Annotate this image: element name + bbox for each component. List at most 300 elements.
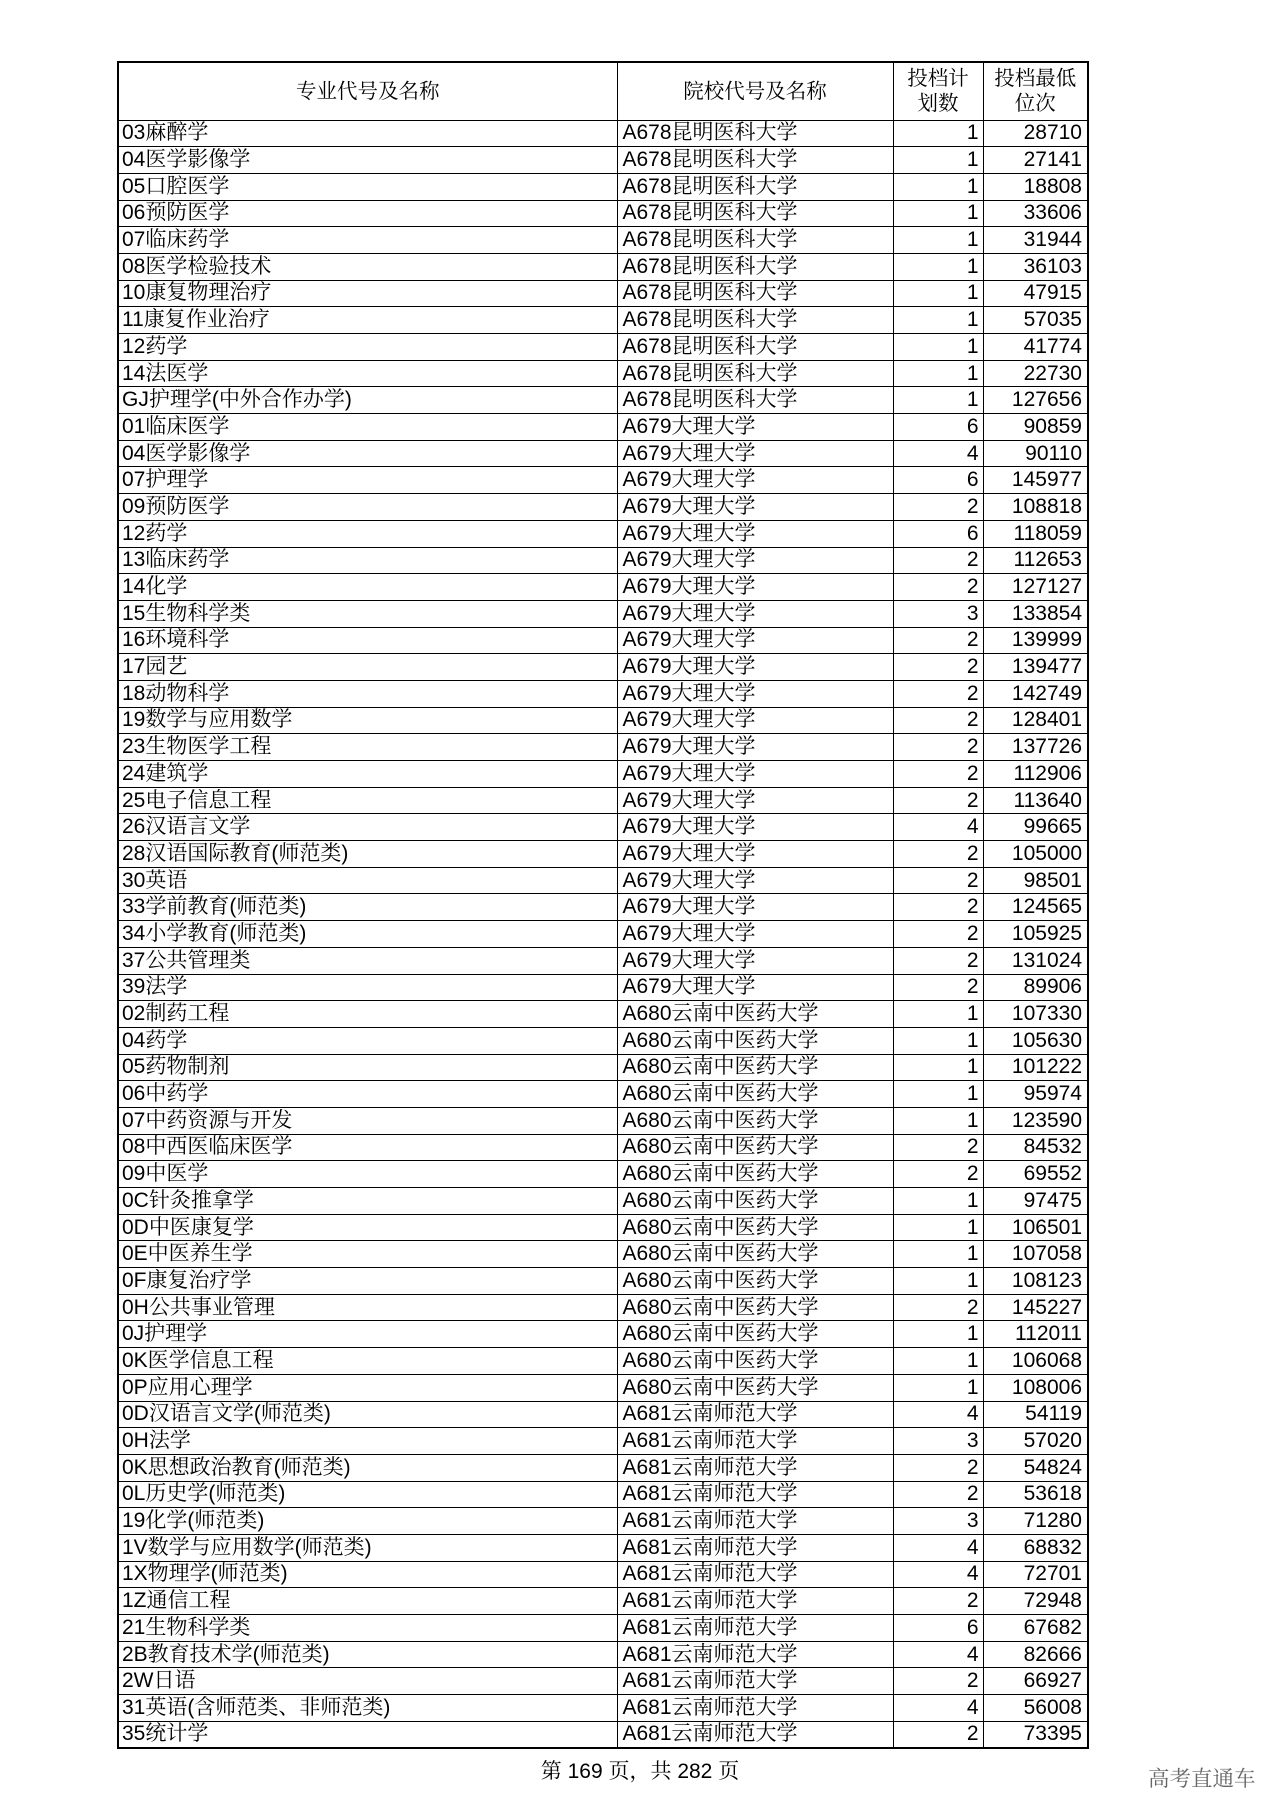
major-cell: 01临床医学 [118, 414, 617, 441]
plan-count-cell: 1 [893, 1374, 983, 1401]
table-row [118, 334, 1088, 361]
plan-count-cell: 1 [893, 1054, 983, 1081]
header-major-label: 专业代号及名称 [296, 79, 440, 103]
school-cell: A680云南中医药大学 [617, 1134, 893, 1161]
major-cell: 12药学 [118, 520, 617, 547]
table-row [118, 494, 1088, 521]
plan-count-cell: 2 [893, 680, 983, 707]
header-min-rank-line-1: 投档最低 [994, 67, 1077, 91]
school-cell: A678昆明医科大学 [617, 173, 893, 200]
table-row [118, 547, 1088, 574]
min-rank-cell: 84532 [983, 1134, 1088, 1161]
plan-count-cell: 1 [893, 1321, 983, 1348]
min-rank-cell: 123590 [983, 1107, 1088, 1134]
plan-count-cell: 1 [893, 1188, 983, 1215]
school-cell: A678昆明医科大学 [617, 227, 893, 254]
min-rank-cell: 107330 [983, 1001, 1088, 1028]
plan-count-cell: 1 [893, 173, 983, 200]
major-cell: 04医学影像学 [118, 147, 617, 174]
table-row [118, 734, 1088, 761]
major-cell: GJ护理学(中外合作办学) [118, 387, 617, 414]
school-cell: A681云南师范大学 [617, 1534, 893, 1561]
major-cell: 05药物制剂 [118, 1054, 617, 1081]
plan-count-cell: 2 [893, 627, 983, 654]
min-rank-cell: 145227 [983, 1294, 1088, 1321]
plan-count-cell: 1 [893, 1001, 983, 1028]
major-cell: 0L历史学(师范类) [118, 1481, 617, 1508]
school-cell: A678昆明医科大学 [617, 120, 893, 147]
table-row [118, 120, 1088, 147]
major-cell: 1X物理学(师范类) [118, 1561, 617, 1588]
school-cell: A678昆明医科大学 [617, 200, 893, 227]
major-cell: 18动物科学 [118, 680, 617, 707]
school-cell: A679大理大学 [617, 974, 893, 1001]
school-cell: A681云南师范大学 [617, 1668, 893, 1695]
major-cell: 26汉语言文学 [118, 814, 617, 841]
school-cell: A679大理大学 [617, 787, 893, 814]
major-cell: 07护理学 [118, 467, 617, 494]
min-rank-cell: 99665 [983, 814, 1088, 841]
school-cell: A680云南中医药大学 [617, 1107, 893, 1134]
school-cell: A679大理大学 [617, 494, 893, 521]
school-cell: A679大理大学 [617, 947, 893, 974]
major-cell: 35统计学 [118, 1721, 617, 1748]
min-rank-cell: 107058 [983, 1241, 1088, 1268]
table-row [118, 867, 1088, 894]
min-rank-cell: 137726 [983, 734, 1088, 761]
table-row [118, 1454, 1088, 1481]
table-row [118, 1695, 1088, 1722]
school-cell: A679大理大学 [617, 680, 893, 707]
min-rank-cell: 105630 [983, 1027, 1088, 1054]
min-rank-cell: 69552 [983, 1161, 1088, 1188]
school-cell: A681云南师范大学 [617, 1695, 893, 1722]
school-cell: A679大理大学 [617, 627, 893, 654]
table-row [118, 1161, 1088, 1188]
header-row [118, 62, 1088, 120]
school-cell: A681云南师范大学 [617, 1721, 893, 1748]
major-cell: 1Z通信工程 [118, 1588, 617, 1615]
table-row [118, 253, 1088, 280]
major-cell: 14法医学 [118, 360, 617, 387]
plan-count-cell: 1 [893, 200, 983, 227]
table-row [118, 1268, 1088, 1295]
table-row [118, 1214, 1088, 1241]
table-row [118, 787, 1088, 814]
table-row [118, 761, 1088, 788]
table-row [118, 1668, 1088, 1695]
major-cell: 09预防医学 [118, 494, 617, 521]
major-cell: 37公共管理类 [118, 947, 617, 974]
min-rank-cell: 33606 [983, 200, 1088, 227]
plan-count-cell: 4 [893, 440, 983, 467]
min-rank-cell: 108123 [983, 1268, 1088, 1295]
plan-count-cell: 1 [893, 334, 983, 361]
plan-count-cell: 1 [893, 307, 983, 334]
table-row [118, 814, 1088, 841]
table-row [118, 974, 1088, 1001]
school-cell: A679大理大学 [617, 814, 893, 841]
plan-count-cell: 2 [893, 841, 983, 868]
school-cell: A678昆明医科大学 [617, 307, 893, 334]
min-rank-cell: 106501 [983, 1214, 1088, 1241]
school-cell: A681云南师范大学 [617, 1641, 893, 1668]
min-rank-cell: 72948 [983, 1588, 1088, 1615]
table-row [118, 1374, 1088, 1401]
table-row [118, 414, 1088, 441]
plan-count-cell: 1 [893, 360, 983, 387]
min-rank-cell: 72701 [983, 1561, 1088, 1588]
min-rank-cell: 95974 [983, 1081, 1088, 1108]
major-cell: 0K思想政治教育(师范类) [118, 1454, 617, 1481]
plan-count-cell: 4 [893, 1534, 983, 1561]
table-row [118, 1134, 1088, 1161]
school-cell: A681云南师范大学 [617, 1561, 893, 1588]
table-row [118, 1027, 1088, 1054]
plan-count-cell: 6 [893, 1615, 983, 1642]
header-min-rank [983, 62, 1088, 120]
min-rank-cell: 71280 [983, 1508, 1088, 1535]
major-cell: 10康复物理治疗 [118, 280, 617, 307]
plan-count-cell: 2 [893, 867, 983, 894]
school-cell: A681云南师范大学 [617, 1454, 893, 1481]
min-rank-cell: 31944 [983, 227, 1088, 254]
min-rank-cell: 57020 [983, 1428, 1088, 1455]
major-cell: 0D汉语言文学(师范类) [118, 1401, 617, 1428]
table-row [118, 1481, 1088, 1508]
major-cell: 06中药学 [118, 1081, 617, 1108]
min-rank-cell: 53618 [983, 1481, 1088, 1508]
plan-count-cell: 1 [893, 253, 983, 280]
major-cell: 19数学与应用数学 [118, 707, 617, 734]
min-rank-cell: 68832 [983, 1534, 1088, 1561]
major-cell: 15生物科学类 [118, 600, 617, 627]
school-cell: A681云南师范大学 [617, 1508, 893, 1535]
header-major [118, 62, 617, 120]
min-rank-cell: 97475 [983, 1188, 1088, 1215]
school-cell: A680云南中医药大学 [617, 1001, 893, 1028]
major-cell: 09中医学 [118, 1161, 617, 1188]
table-row [118, 894, 1088, 921]
school-cell: A680云南中医药大学 [617, 1054, 893, 1081]
table-row [118, 387, 1088, 414]
plan-count-cell: 2 [893, 654, 983, 681]
plan-count-cell: 1 [893, 1027, 983, 1054]
school-cell: A680云南中医药大学 [617, 1027, 893, 1054]
plan-count-cell: 2 [893, 707, 983, 734]
min-rank-cell: 133854 [983, 600, 1088, 627]
min-rank-cell: 57035 [983, 307, 1088, 334]
school-cell: A679大理大学 [617, 600, 893, 627]
min-rank-cell: 112653 [983, 547, 1088, 574]
major-cell: 0P应用心理学 [118, 1374, 617, 1401]
major-cell: 07临床药学 [118, 227, 617, 254]
min-rank-cell: 54824 [983, 1454, 1088, 1481]
school-cell: A681云南师范大学 [617, 1615, 893, 1642]
table-row [118, 1401, 1088, 1428]
plan-count-cell: 1 [893, 227, 983, 254]
major-cell: 0J护理学 [118, 1321, 617, 1348]
school-cell: A679大理大学 [617, 654, 893, 681]
header-min-rank-line-2: 位次 [1014, 92, 1056, 116]
school-cell: A680云南中医药大学 [617, 1374, 893, 1401]
header-school-label: 院校代号及名称 [683, 79, 827, 103]
table-row [118, 1321, 1088, 1348]
table-row [118, 1588, 1088, 1615]
table-row [118, 1081, 1088, 1108]
plan-count-cell: 1 [893, 120, 983, 147]
header-plan-count [893, 62, 983, 120]
school-cell: A678昆明医科大学 [617, 280, 893, 307]
plan-count-cell: 2 [893, 1161, 983, 1188]
table-row [118, 1508, 1088, 1535]
table-row [118, 200, 1088, 227]
major-cell: 0H法学 [118, 1428, 617, 1455]
min-rank-cell: 56008 [983, 1695, 1088, 1722]
plan-count-cell: 2 [893, 734, 983, 761]
major-cell: 06预防医学 [118, 200, 617, 227]
major-cell: 05口腔医学 [118, 173, 617, 200]
plan-count-cell: 1 [893, 147, 983, 174]
major-cell: 24建筑学 [118, 761, 617, 788]
min-rank-cell: 47915 [983, 280, 1088, 307]
table-row [118, 1241, 1088, 1268]
table-row [118, 360, 1088, 387]
plan-count-cell: 2 [893, 1294, 983, 1321]
plan-count-cell: 3 [893, 1508, 983, 1535]
table-row [118, 707, 1088, 734]
major-cell: 19化学(师范类) [118, 1508, 617, 1535]
min-rank-cell: 113640 [983, 787, 1088, 814]
major-cell: 33学前教育(师范类) [118, 894, 617, 921]
school-cell: A678昆明医科大学 [617, 334, 893, 361]
plan-count-cell: 1 [893, 1268, 983, 1295]
plan-count-cell: 3 [893, 1428, 983, 1455]
table-row [118, 654, 1088, 681]
plan-count-cell: 4 [893, 814, 983, 841]
min-rank-cell: 105000 [983, 841, 1088, 868]
table-row [118, 1294, 1088, 1321]
table-row [118, 1188, 1088, 1215]
major-cell: 39法学 [118, 974, 617, 1001]
major-cell: 0H公共事业管理 [118, 1294, 617, 1321]
plan-count-cell: 2 [893, 494, 983, 521]
min-rank-cell: 66927 [983, 1668, 1088, 1695]
plan-count-cell: 2 [893, 1134, 983, 1161]
min-rank-cell: 142749 [983, 680, 1088, 707]
plan-count-cell: 1 [893, 1214, 983, 1241]
table-row [118, 1561, 1088, 1588]
major-cell: 17园艺 [118, 654, 617, 681]
school-cell: A681云南师范大学 [617, 1428, 893, 1455]
major-cell: 04药学 [118, 1027, 617, 1054]
major-cell: 03麻醉学 [118, 120, 617, 147]
min-rank-cell: 124565 [983, 894, 1088, 921]
school-cell: A678昆明医科大学 [617, 360, 893, 387]
table-row [118, 627, 1088, 654]
min-rank-cell: 139477 [983, 654, 1088, 681]
plan-count-cell: 3 [893, 600, 983, 627]
school-cell: A679大理大学 [617, 467, 893, 494]
school-cell: A679大理大学 [617, 520, 893, 547]
plan-count-cell: 2 [893, 1588, 983, 1615]
page-number: 第 169 页，共 282 页 [540, 1760, 740, 1783]
school-cell: A679大理大学 [617, 761, 893, 788]
table-row [118, 173, 1088, 200]
min-rank-cell: 108818 [983, 494, 1088, 521]
plan-count-cell: 2 [893, 921, 983, 948]
min-rank-cell: 139999 [983, 627, 1088, 654]
school-cell: A681云南师范大学 [617, 1401, 893, 1428]
min-rank-cell: 22730 [983, 360, 1088, 387]
min-rank-cell: 127656 [983, 387, 1088, 414]
major-cell: 16环境科学 [118, 627, 617, 654]
school-cell: A680云南中医药大学 [617, 1268, 893, 1295]
plan-count-cell: 2 [893, 1454, 983, 1481]
plan-count-cell: 6 [893, 467, 983, 494]
major-cell: 02制药工程 [118, 1001, 617, 1028]
min-rank-cell: 112906 [983, 761, 1088, 788]
school-cell: A679大理大学 [617, 867, 893, 894]
table-row [118, 147, 1088, 174]
table-row [118, 1348, 1088, 1375]
plan-count-cell: 4 [893, 1695, 983, 1722]
school-cell: A679大理大学 [617, 547, 893, 574]
min-rank-cell: 82666 [983, 1641, 1088, 1668]
major-cell: 08医学检验技术 [118, 253, 617, 280]
min-rank-cell: 41774 [983, 334, 1088, 361]
school-cell: A678昆明医科大学 [617, 147, 893, 174]
major-cell: 0C针灸推拿学 [118, 1188, 617, 1215]
min-rank-cell: 90859 [983, 414, 1088, 441]
table-row [118, 1534, 1088, 1561]
major-cell: 34小学教育(师范类) [118, 921, 617, 948]
school-cell: A681云南师范大学 [617, 1481, 893, 1508]
plan-count-cell: 1 [893, 1348, 983, 1375]
table-row [118, 1107, 1088, 1134]
min-rank-cell: 89906 [983, 974, 1088, 1001]
table-row [118, 1001, 1088, 1028]
table-row [118, 307, 1088, 334]
table-row [118, 921, 1088, 948]
major-cell: 30英语 [118, 867, 617, 894]
school-cell: A679大理大学 [617, 707, 893, 734]
school-cell: A680云南中医药大学 [617, 1294, 893, 1321]
min-rank-cell: 128401 [983, 707, 1088, 734]
school-cell: A679大理大学 [617, 414, 893, 441]
watermark: 高考直通车 [1148, 1767, 1256, 1791]
major-cell: 13临床药学 [118, 547, 617, 574]
table-row [118, 680, 1088, 707]
plan-count-cell: 2 [893, 1721, 983, 1748]
min-rank-cell: 106068 [983, 1348, 1088, 1375]
major-cell: 2B教育技术学(师范类) [118, 1641, 617, 1668]
min-rank-cell: 54119 [983, 1401, 1088, 1428]
min-rank-cell: 98501 [983, 867, 1088, 894]
min-rank-cell: 90110 [983, 440, 1088, 467]
table-row [118, 947, 1088, 974]
major-cell: 28汉语国际教育(师范类) [118, 841, 617, 868]
min-rank-cell: 127127 [983, 574, 1088, 601]
plan-count-cell: 1 [893, 280, 983, 307]
major-cell: 21生物科学类 [118, 1615, 617, 1642]
min-rank-cell: 36103 [983, 253, 1088, 280]
plan-count-cell: 2 [893, 787, 983, 814]
school-cell: A680云南中医药大学 [617, 1348, 893, 1375]
min-rank-cell: 118059 [983, 520, 1088, 547]
major-cell: 04医学影像学 [118, 440, 617, 467]
major-cell: 31英语(含师范类、非师范类) [118, 1695, 617, 1722]
min-rank-cell: 18808 [983, 173, 1088, 200]
table-row [118, 1641, 1088, 1668]
school-cell: A680云南中医药大学 [617, 1214, 893, 1241]
plan-count-cell: 2 [893, 547, 983, 574]
plan-count-cell: 4 [893, 1641, 983, 1668]
plan-count-cell: 2 [893, 761, 983, 788]
school-cell: A679大理大学 [617, 921, 893, 948]
school-cell: A678昆明医科大学 [617, 387, 893, 414]
major-cell: 0D中医康复学 [118, 1214, 617, 1241]
table-row [118, 520, 1088, 547]
table-row [118, 440, 1088, 467]
plan-count-cell: 2 [893, 894, 983, 921]
table-row [118, 227, 1088, 254]
school-cell: A678昆明医科大学 [617, 253, 893, 280]
school-cell: A680云南中医药大学 [617, 1081, 893, 1108]
table-row [118, 467, 1088, 494]
plan-count-cell: 4 [893, 1561, 983, 1588]
header-plan-count-line-1: 投档计 [907, 67, 969, 91]
major-cell: 11康复作业治疗 [118, 307, 617, 334]
min-rank-cell: 105925 [983, 921, 1088, 948]
header-school [617, 62, 893, 120]
table-row [118, 1615, 1088, 1642]
admission-table [117, 61, 1089, 1749]
min-rank-cell: 28710 [983, 120, 1088, 147]
school-cell: A679大理大学 [617, 894, 893, 921]
table-row [118, 574, 1088, 601]
major-cell: 1V数学与应用数学(师范类) [118, 1534, 617, 1561]
major-cell: 23生物医学工程 [118, 734, 617, 761]
school-cell: A679大理大学 [617, 734, 893, 761]
school-cell: A679大理大学 [617, 574, 893, 601]
major-cell: 14化学 [118, 574, 617, 601]
school-cell: A679大理大学 [617, 841, 893, 868]
plan-count-cell: 1 [893, 1081, 983, 1108]
major-cell: 07中药资源与开发 [118, 1107, 617, 1134]
plan-count-cell: 1 [893, 1107, 983, 1134]
plan-count-cell: 2 [893, 974, 983, 1001]
major-cell: 08中西医临床医学 [118, 1134, 617, 1161]
plan-count-cell: 2 [893, 574, 983, 601]
min-rank-cell: 108006 [983, 1374, 1088, 1401]
school-cell: A680云南中医药大学 [617, 1241, 893, 1268]
school-cell: A680云南中医药大学 [617, 1321, 893, 1348]
plan-count-cell: 2 [893, 947, 983, 974]
min-rank-cell: 73395 [983, 1721, 1088, 1748]
plan-count-cell: 2 [893, 1481, 983, 1508]
table-row [118, 1054, 1088, 1081]
school-cell: A680云南中医药大学 [617, 1161, 893, 1188]
header-plan-count-line-2: 划数 [917, 92, 959, 116]
plan-count-cell: 6 [893, 414, 983, 441]
major-cell: 25电子信息工程 [118, 787, 617, 814]
min-rank-cell: 101222 [983, 1054, 1088, 1081]
table-row [118, 280, 1088, 307]
min-rank-cell: 27141 [983, 147, 1088, 174]
major-cell: 12药学 [118, 334, 617, 361]
school-cell: A679大理大学 [617, 440, 893, 467]
